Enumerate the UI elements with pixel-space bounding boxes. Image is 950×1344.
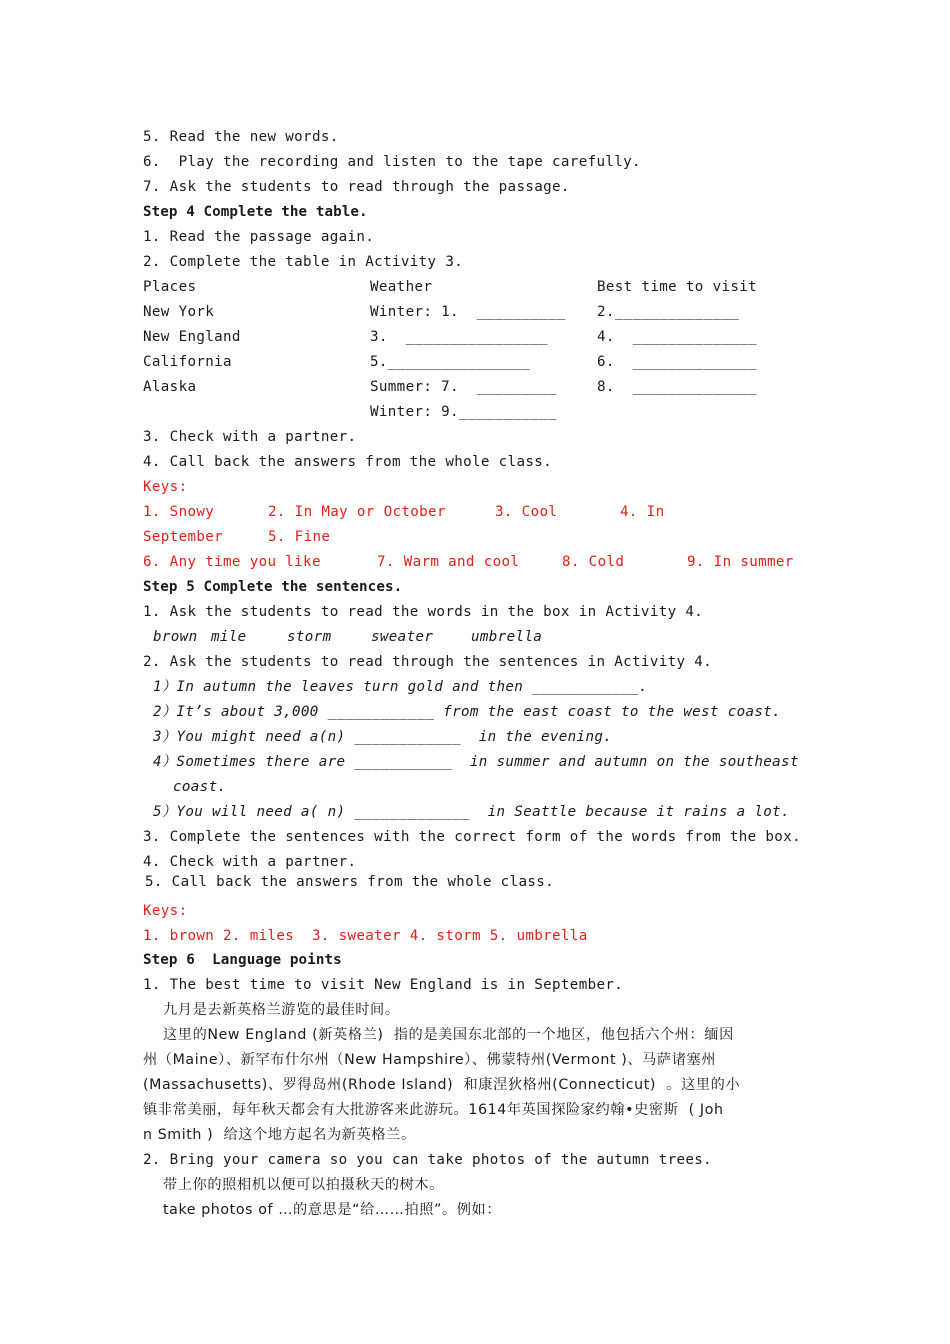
procedure-line: 4. Call back the answers from the whole class. — [143, 454, 553, 470]
keys-label: Keys: — [143, 903, 188, 919]
table-cell-weather: Winter: 9.___________ — [370, 404, 557, 420]
table-cell-place: Alaska — [143, 379, 197, 395]
word-box-item: mile — [211, 629, 247, 645]
table-cell-place: New York — [143, 304, 215, 320]
table-cell-weather: Winter: 1. __________ — [370, 304, 566, 320]
explanation-paragraph: 镇非常美丽，每年秋天都会有大批游客来此游玩。1614年英国探险家约翰•史密斯 ( Joh — [143, 1102, 724, 1118]
language-point: 2. Bring your camera so you can take photos of the autumn trees. — [143, 1152, 713, 1168]
explanation-paragraph: 州（Maine）、新罕布什尔州（New Hampshire）、佛蒙特州(Vermont )、马萨诸塞州 — [143, 1052, 717, 1068]
exercise-sentence: 2）It’s about 3,000 ____________ from the east coast to the west coast. — [153, 704, 782, 720]
word-box-item: sweater — [371, 629, 434, 645]
answer-key: 4. In — [620, 504, 665, 520]
table-header-places: Places — [143, 279, 197, 295]
language-point: 1. The best time to visit New England is in September. — [143, 977, 624, 993]
step-6-heading: Step 6 Language points — [143, 952, 342, 968]
table-cell-weather: Summer: 7. _________ — [370, 379, 557, 395]
step-5-heading: Step 5 Complete the sentences. — [143, 579, 403, 595]
answer-key: 9. In summer — [687, 554, 794, 570]
word-box-item: storm — [287, 629, 332, 645]
procedure-line: 1. Ask the students to read the words in the box in Activity 4. — [143, 604, 704, 620]
table-cell-place: New England — [143, 329, 241, 345]
answer-key: 5. Fine — [268, 529, 331, 545]
keys-label: Keys: — [143, 479, 188, 495]
answer-key: 7. Warm and cool — [377, 554, 520, 570]
exercise-sentence: 4）Sometimes there are ___________ in summer and autumn on the southeast — [153, 754, 799, 770]
procedure-line: 4. Check with a partner. — [143, 854, 357, 870]
procedure-line: 6. Play the recording and listen to the tape carefully. — [143, 154, 641, 170]
answer-key-line: 1. brown 2. miles 3. sweater 4. storm 5. umbrella — [143, 928, 588, 944]
procedure-line: 1. Read the passage again. — [143, 229, 375, 245]
chinese-translation: 带上你的照相机以便可以拍摄秋天的树木。 — [163, 1177, 444, 1193]
explanation-paragraph: 这里的New England (新英格兰) 指的是美国东北部的一个地区，他包括六个州：缅因 — [163, 1027, 734, 1043]
table-cell-best-time: 8. ______________ — [597, 379, 758, 395]
step-4-heading: Step 4 Complete the table. — [143, 204, 368, 220]
exercise-sentence: 3）You might need a(n) ____________ in the evening. — [153, 729, 613, 745]
exercise-sentence: coast. — [173, 779, 227, 795]
exercise-sentence: 1）In autumn the leaves turn gold and then ____________. — [153, 679, 648, 695]
procedure-line: 3. Complete the sentences with the correct form of the words from the box. — [143, 829, 801, 845]
table-cell-best-time: 2.______________ — [597, 304, 740, 320]
table-cell-weather: 3. ________________ — [370, 329, 548, 345]
answer-key: 8. Cold — [562, 554, 625, 570]
answer-key: 1. Snowy — [143, 504, 215, 520]
word-box-item: umbrella — [471, 629, 543, 645]
explanation-paragraph: n Smith ) 给这个地方起名为新英格兰。 — [143, 1127, 416, 1143]
word-box-item: brown — [153, 629, 198, 645]
table-header-best-time: Best time to visit — [597, 279, 758, 295]
chinese-translation: 九月是去新英格兰游览的最佳时间。 — [163, 1002, 400, 1018]
exercise-sentence: 5）You will need a( n) _____________ in Seattle because it rains a lot. — [153, 804, 790, 820]
procedure-line: 7. Ask the students to read through the passage. — [143, 179, 570, 195]
procedure-line: 2. Complete the table in Activity 3. — [143, 254, 464, 270]
answer-key: September — [143, 529, 224, 545]
table-header-weather: Weather — [370, 279, 433, 295]
answer-key: 6. Any time you like — [143, 554, 321, 570]
procedure-line: 5. Call back the answers from the whole class. — [145, 874, 555, 890]
explanation-paragraph: (Massachusetts)、罗得岛州(Rhode Island) 和康涅狄格州(Connecticut) 。这里的小 — [143, 1077, 741, 1093]
table-cell-best-time: 6. ______________ — [597, 354, 758, 370]
table-cell-best-time: 4. ______________ — [597, 329, 758, 345]
procedure-line: 2. Ask the students to read through the sentences in Activity 4. — [143, 654, 713, 670]
answer-key: 2. In May or October — [268, 504, 446, 520]
procedure-line: 3. Check with a partner. — [143, 429, 357, 445]
table-cell-place: California — [143, 354, 232, 370]
procedure-line: 5. Read the new words. — [143, 129, 339, 145]
answer-key: 3. Cool — [495, 504, 558, 520]
explanation-paragraph: take photos of …的意思是“给……拍照”。例如： — [163, 1202, 502, 1218]
table-cell-weather: 5.________________ — [370, 354, 531, 370]
